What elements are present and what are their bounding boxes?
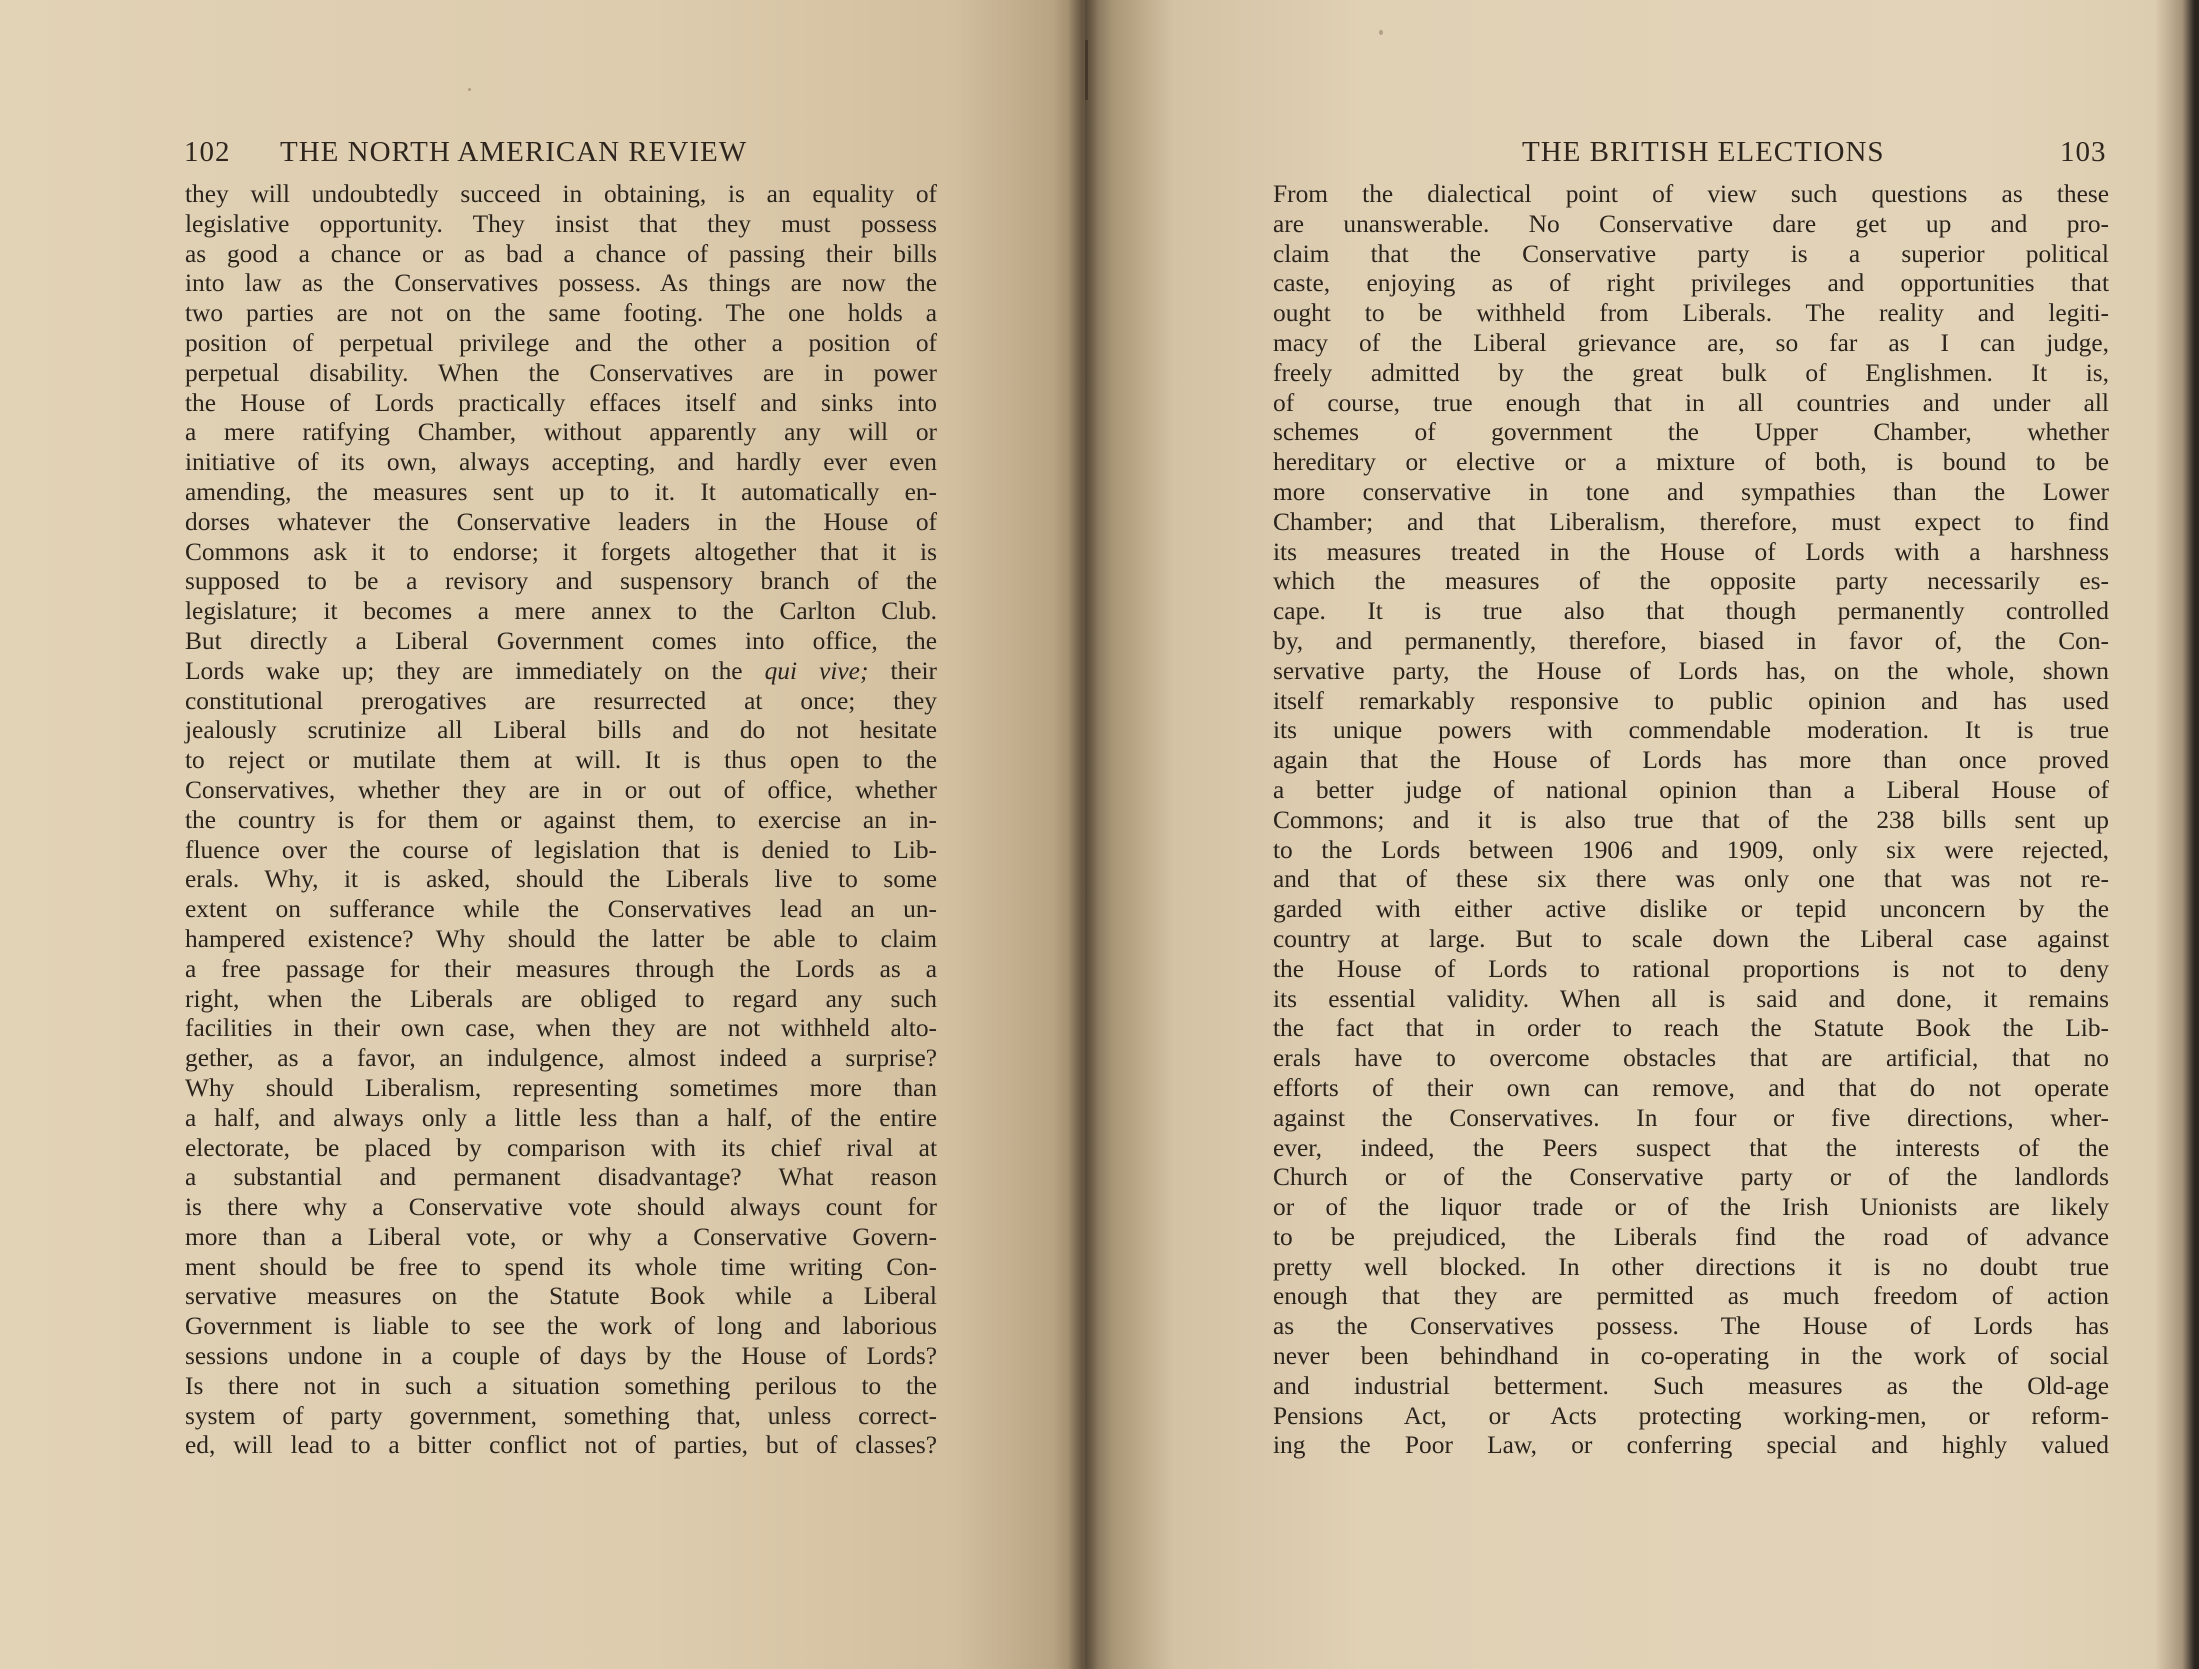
text-line: again that the House of Lords has more than once proved — [1273, 746, 2109, 775]
text-line: ment should be free to spend its whole time writing Con- — [185, 1252, 937, 1281]
text-line: But directly a Liberal Government comes into office, the — [185, 626, 937, 655]
text-line: never been behindhand in co-operating in the work of social — [1273, 1342, 2109, 1371]
text-line: macy of the Liberal grievance are, so far as I can judge, — [1273, 328, 2109, 357]
text-line: enough that they are permitted as much freedom of action — [1273, 1282, 2109, 1311]
text-line: and that of these six there was only one that was not re- — [1273, 865, 2109, 894]
text-line: Church or of the Conservative party or of the landlords — [1273, 1163, 2109, 1192]
left-page-number: 102 — [184, 136, 231, 168]
right-body-text — [1273, 180, 2109, 1461]
text-line: erals have to overcome obstacles that are artificial, that no — [1273, 1044, 2109, 1073]
text-line: to be prejudiced, the Liberals find the road of advance — [1273, 1222, 2109, 1251]
text-line: or of the liquor trade or of the Irish Unionists are likely — [1273, 1193, 2109, 1222]
left-page — [0, 0, 1085, 1669]
text-line: amending, the measures sent up to it. It automatically en- — [185, 477, 937, 506]
text-line: efforts of their own can remove, and that do not operate — [1273, 1073, 2109, 1102]
text-line: a half, and always only a little less than a half, of the entire — [185, 1103, 937, 1132]
text-line: the House of Lords to rational proportions is not to deny — [1273, 954, 2109, 983]
text-line: Lords wake up; they are immediately on the qui vive; their — [185, 656, 937, 685]
text-line: hereditary or elective or a mixture of both, is bound to be — [1273, 448, 2109, 477]
text-line: legislative opportunity. They insist that they must possess — [185, 209, 937, 238]
book-gutter — [1068, 0, 1098, 1669]
text-line: they will undoubtedly succeed in obtaining, is an equality of — [185, 180, 937, 208]
right-page-number: 103 — [2060, 136, 2107, 168]
text-line: Conservatives, whether they are in or out of office, whether — [185, 775, 937, 804]
text-line: the country is for them or against them, to exercise an in- — [185, 805, 937, 834]
text-line: a mere ratifying Chamber, without apparently any will or — [185, 418, 937, 447]
right-running-head: THE BRITISH ELECTIONS — [1522, 136, 1885, 168]
text-line: Is there not in such a situation something perilous to the — [185, 1371, 937, 1400]
text-line: facilities in their own case, when they are not withheld alto- — [185, 1014, 937, 1043]
text-line: against the Conservatives. In four or five directions, wher- — [1273, 1103, 2109, 1132]
text-line: supposed to be a revisory and suspensory branch of the — [185, 567, 937, 596]
text-line: servative measures on the Statute Book while a Liberal — [185, 1282, 937, 1311]
text-line: extent on sufferance while the Conservatives lead an un- — [185, 895, 937, 924]
text-line: caste, enjoying as of right privileges and opportunities that — [1273, 269, 2109, 298]
text-line: Why should Liberalism, representing sometimes more than — [185, 1073, 937, 1102]
text-line: to the Lords between 1906 and 1909, only six were rejected, — [1273, 835, 2109, 864]
text-line: its unique powers with commendable moderation. It is true — [1273, 716, 2109, 745]
text-line: its essential validity. When all is said and done, it remains — [1273, 984, 2109, 1013]
text-line: hampered existence? Why should the latter be able to claim — [185, 924, 937, 953]
text-line: more than a Liberal vote, or why a Conservative Govern- — [185, 1222, 937, 1251]
text-line: initiative of its own, always accepting, and hardly ever even — [185, 448, 937, 477]
text-line: its measures treated in the House of Lords with a harshness — [1273, 537, 2109, 566]
text-line: ed, will lead to a bitter conflict not of parties, but of classes? — [185, 1431, 937, 1460]
text-line: ever, indeed, the Peers suspect that the interests of the — [1273, 1133, 2109, 1162]
text-line: the fact that in order to reach the Statute Book the Lib- — [1273, 1014, 2109, 1043]
text-line: legislature; it becomes a mere annex to the Carlton Club. — [185, 597, 937, 626]
text-line: Commons ask it to endorse; it forgets altogether that it is — [185, 537, 937, 566]
text-line: by, and permanently, therefore, biased in favor of, the Con- — [1273, 626, 2109, 655]
right-page — [1085, 0, 2199, 1669]
text-line: itself remarkably responsive to public opinion and has used — [1273, 686, 2109, 715]
text-line: electorate, be placed by comparison with its chief rival at — [185, 1133, 937, 1162]
text-line: Commons; and it is also true that of the 238 bills sent up — [1273, 805, 2109, 834]
text-line: Government is liable to see the work of long and laborious — [185, 1312, 937, 1341]
text-line: dorses whatever the Conservative leaders in the House of — [185, 507, 937, 536]
left-body-text — [185, 180, 937, 1461]
text-line: claim that the Conservative party is a superior political — [1273, 239, 2109, 268]
text-line: position of perpetual privilege and the other a position of — [185, 328, 937, 357]
text-line: From the dialectical point of view such questions as these — [1273, 180, 2109, 208]
text-line: pretty well blocked. In other directions it is no doubt true — [1273, 1252, 2109, 1281]
page-speck — [1379, 30, 1383, 35]
left-running-head: THE NORTH AMERICAN REVIEW — [280, 136, 748, 168]
text-line: of course, true enough that in all countries and under all — [1273, 388, 2109, 417]
text-line: constitutional prerogatives are resurrected at once; they — [185, 686, 937, 715]
text-line: a better judge of national opinion than a Liberal House of — [1273, 775, 2109, 804]
text-line: erals. Why, it is asked, should the Liberals live to some — [185, 865, 937, 894]
text-line: freely admitted by the great bulk of Englishmen. It is, — [1273, 358, 2109, 387]
text-line: a free passage for their measures through the Lords as a — [185, 954, 937, 983]
text-line: perpetual disability. When the Conservatives are in power — [185, 358, 937, 387]
text-line: into law as the Conservatives possess. As things are now the — [185, 269, 937, 298]
text-line: Chamber; and that Liberalism, therefore, must expect to find — [1273, 507, 2109, 536]
text-line: a substantial and permanent disadvantage? What reason — [185, 1163, 937, 1192]
text-line: the House of Lords practically effaces itself and sinks into — [185, 388, 937, 417]
text-line: and industrial betterment. Such measures as the Old-age — [1273, 1371, 2109, 1400]
text-line: gether, as a favor, an indulgence, almost indeed a surprise? — [185, 1044, 937, 1073]
text-line: ing the Poor Law, or conferring special and highly valued — [1273, 1431, 2109, 1460]
text-line: fluence over the course of legislation that is denied to Lib- — [185, 835, 937, 864]
text-line: cape. It is true also that though permanently controlled — [1273, 597, 2109, 626]
text-line: country at large. But to scale down the Liberal case against — [1273, 924, 2109, 953]
text-line: are unanswerable. No Conservative dare get up and pro- — [1273, 209, 2109, 238]
text-line: Pensions Act, or Acts protecting working-men, or reform- — [1273, 1401, 2109, 1430]
text-line: ought to be withheld from Liberals. The reality and legiti- — [1273, 299, 2109, 328]
text-line: sessions undone in a couple of days by the House of Lords? — [185, 1342, 937, 1371]
text-line: right, when the Liberals are obliged to regard any such — [185, 984, 937, 1013]
page-speck — [468, 88, 471, 91]
text-line: system of party government, something that, unless correct- — [185, 1401, 937, 1430]
text-line: two parties are not on the same footing. The one holds a — [185, 299, 937, 328]
text-line: as the Conservatives possess. The House of Lords has — [1273, 1312, 2109, 1341]
text-line: which the measures of the opposite party necessarily es- — [1273, 567, 2109, 596]
text-line: jealously scrutinize all Liberal bills and do not hesitate — [185, 716, 937, 745]
text-line: to reject or mutilate them at will. It is thus open to the — [185, 746, 937, 775]
text-line: garded with either active dislike or tepid unconcern by the — [1273, 895, 2109, 924]
text-line: as good a chance or as bad a chance of passing their bills — [185, 239, 937, 268]
text-line: is there why a Conservative vote should always count for — [185, 1193, 937, 1222]
text-line: more conservative in tone and sympathies than the Lower — [1273, 477, 2109, 506]
text-line: servative party, the House of Lords has, on the whole, shown — [1273, 656, 2109, 685]
right-running-header — [1438, 136, 2110, 176]
text-line: schemes of government the Upper Chamber, whether — [1273, 418, 2109, 447]
left-running-header — [184, 136, 824, 176]
